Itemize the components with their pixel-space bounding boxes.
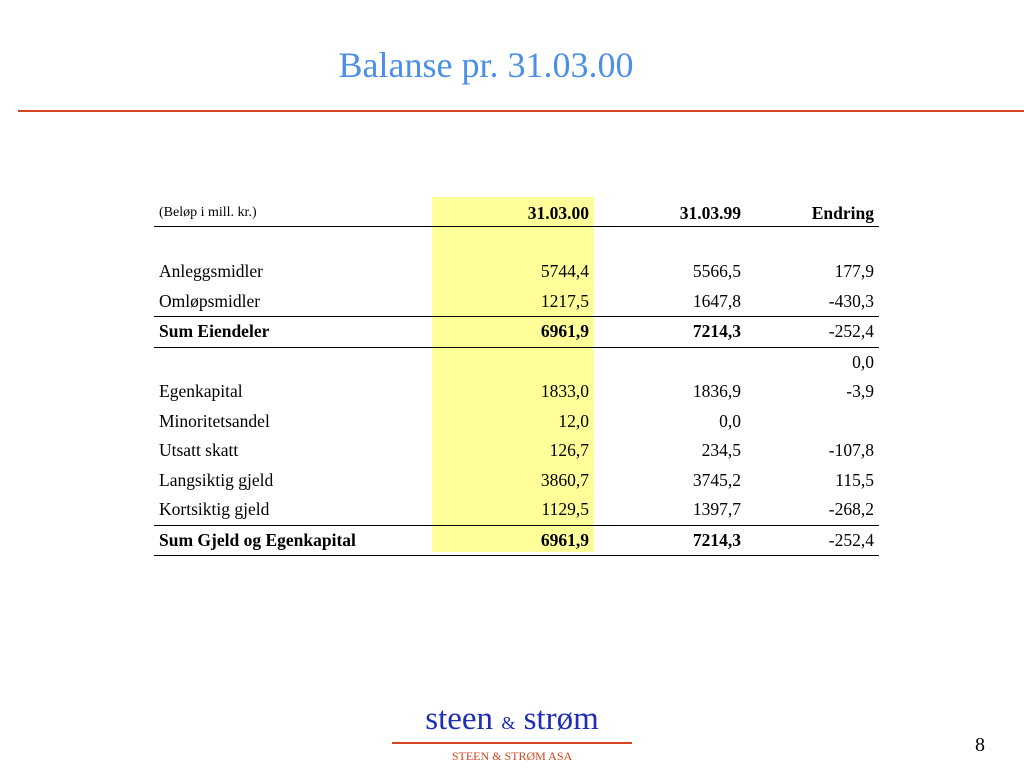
value-current: 1833,0 xyxy=(540,381,589,402)
value-change xyxy=(746,407,879,437)
value-change: 0,0 xyxy=(852,351,874,372)
value-change: -107,8 xyxy=(828,440,874,461)
value-previous: 0,0 xyxy=(719,410,741,431)
spacer-row xyxy=(154,227,879,258)
page-number: 8 xyxy=(975,734,985,756)
value-previous: 1397,7 xyxy=(692,499,741,520)
value-current: 12,0 xyxy=(558,410,589,431)
value-change: -252,4 xyxy=(746,317,879,348)
table-row xyxy=(154,436,879,466)
col-header-previous: 31.03.99 xyxy=(594,200,746,227)
col-header-current: 31.03.00 xyxy=(432,200,594,227)
value-previous: 7214,3 xyxy=(594,317,746,348)
value-current: 126,7 xyxy=(549,440,589,461)
value-previous: 1836,9 xyxy=(692,381,741,402)
table-row xyxy=(154,377,879,407)
value-previous: 5566,5 xyxy=(692,261,741,282)
unit-label: (Beløp i mill. kr.) xyxy=(154,200,432,227)
table-row xyxy=(154,257,879,287)
slide-title: Balanse pr. 31.03.00 xyxy=(338,45,634,85)
value-change: 115,5 xyxy=(835,469,874,490)
value-current: 3860,7 xyxy=(540,469,589,490)
sum-row-liabilities-equity xyxy=(154,525,879,556)
table-row xyxy=(154,407,879,437)
logo-ampersand: & xyxy=(501,713,516,733)
value-change: -430,3 xyxy=(828,290,874,311)
table-row xyxy=(154,466,879,496)
value-previous: 7214,3 xyxy=(594,525,746,556)
table-header-row xyxy=(154,200,879,227)
sum-row-assets xyxy=(154,317,879,348)
value-previous xyxy=(594,347,746,377)
row-label: Minoritetsandel xyxy=(159,410,270,431)
row-label: Egenkapital xyxy=(159,381,243,402)
value-change: -268,2 xyxy=(828,499,874,520)
title-divider xyxy=(18,110,1024,112)
company-logo xyxy=(392,700,632,742)
value-current: 1217,5 xyxy=(540,290,589,311)
value-change: -252,4 xyxy=(746,525,879,556)
balance-table xyxy=(154,200,879,556)
logo-word-steen: steen xyxy=(425,701,494,737)
row-label xyxy=(154,347,432,377)
table-row xyxy=(154,495,879,525)
value-change: 177,9 xyxy=(834,261,874,282)
row-label: Omløpsmidler xyxy=(159,290,261,311)
table-row xyxy=(154,347,879,377)
row-label: Langsiktig gjeld xyxy=(159,469,274,490)
table-row xyxy=(154,287,879,317)
value-previous: 234,5 xyxy=(701,440,741,461)
value-current: 5744,4 xyxy=(540,261,589,282)
logo-divider xyxy=(392,742,632,744)
row-label: Sum Eiendeler xyxy=(154,317,432,348)
value-previous: 3745,2 xyxy=(692,469,741,490)
logo-word-strom: strøm xyxy=(523,701,599,737)
value-previous: 1647,8 xyxy=(692,290,741,311)
row-label: Anleggsmidler xyxy=(159,261,264,282)
value-current: 6961,9 xyxy=(432,317,594,348)
value-current: 6961,9 xyxy=(432,525,594,556)
row-label: Sum Gjeld og Egenkapital xyxy=(154,525,432,556)
company-name: STEEN & STRØM ASA xyxy=(451,749,573,763)
row-label: Kortsiktig gjeld xyxy=(159,499,270,520)
value-change: -3,9 xyxy=(846,381,874,402)
row-label: Utsatt skatt xyxy=(159,440,239,461)
value-current xyxy=(432,347,594,377)
col-header-change: Endring xyxy=(746,200,879,227)
value-current: 1129,5 xyxy=(541,499,589,520)
